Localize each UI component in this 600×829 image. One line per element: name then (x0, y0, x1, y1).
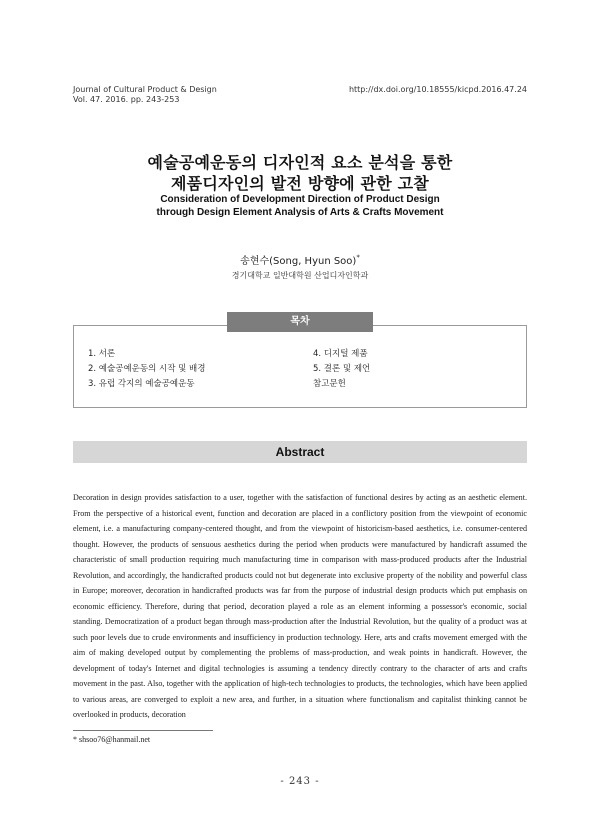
abstract-heading: Abstract (73, 441, 527, 463)
journal-name: Journal of Cultural Product & Design (73, 85, 217, 94)
english-title-line-1: Consideration of Development Direction of Product Design (160, 193, 440, 205)
footnote-divider (73, 730, 213, 731)
toc-item: 5. 결론 및 제언 (313, 364, 371, 374)
abstract-body: Decoration in design provides satisfaction to a user, together with the satisfaction of functional desires by acting as an aesthetic element. From the perspective of a historical event, function and decoration are placed in a conflictory position from the viewpoint of economic element, i.e. a manufacturing company-centered thought, and from the viewpoint of historicism-based aesthetics, i.e. consumer-centered thought. However, the products of sensuous aesthetics during the period when products were manufactured by handicraft assumed the characteristic of small production requiring much manufacturing time in comparison with mass-produced products after the Industrial Revolution, and accordingly, the handicrafted products could not but degenerate into exclusive property of the nobility and powerful class in Europe; moreover, decoration in handicrafted products was far from the purpose of industrial design products which put emphasis on economic efficiency. Therefore, during that period, decoration played a role as an element informing a possessor's economic, social standing. Democratization of a product began through mass-production after the Industrial Revolution, but the quality of a product was at such poor levels due to crude environments and insufficiency in production technology. Here, arts and crafts movement emerged with the aim of making developed output by complementing the problems of mass-production, and weak points in handicraft. However, the development of today's Internet and digital technologies is assuming a tendency directly contrary to the character of arts and crafts movement in the past. Also, together with the application of high-tech technologies to products, the technologies, which have been applied to various areas, are converged to exploit a new area, and further, in a situation where functionalism and capitalist thinking cannot be overlooked in products, decoration (73, 493, 527, 719)
english-title-line-2: through Design Element Analysis of Arts & Crafts Movement (156, 206, 444, 218)
korean-title-line-1: 예술공예운동의 디자인적 요소 분석을 통한 (147, 153, 453, 172)
author-name: 송현수(Song, Hyun Soo) (240, 256, 357, 267)
journal-header (73, 85, 217, 105)
toc-item: 1. 서론 (88, 349, 116, 359)
toc-item: 3. 유럽 각지의 예술공예운동 (88, 379, 195, 389)
author-footnote-mark: * (356, 253, 360, 262)
toc-heading: 목차 (227, 312, 373, 332)
author-affiliation: 경기대학교 일반대학원 산업디자인학과 (231, 271, 369, 280)
doi-header (349, 85, 527, 95)
author-line (0, 252, 600, 267)
korean-title-line-2: 제품디자인의 발전 방향에 관한 고찰 (171, 174, 429, 193)
toc-item: 2. 예술공예운동의 시작 및 배경 (88, 364, 206, 374)
journal-volume: Vol. 47. 2016. pp. 243-253 (73, 95, 180, 104)
author-email-footnote: * shsoo76@hanmail.net (73, 735, 151, 744)
toc-item: 참고문헌 (313, 379, 346, 389)
toc-item: 4. 디지털 제품 (313, 349, 368, 359)
page-number: - 243 - (280, 776, 320, 787)
doi-link[interactable]: http://dx.doi.org/10.18555/kicpd.2016.47.24 (348, 85, 527, 94)
